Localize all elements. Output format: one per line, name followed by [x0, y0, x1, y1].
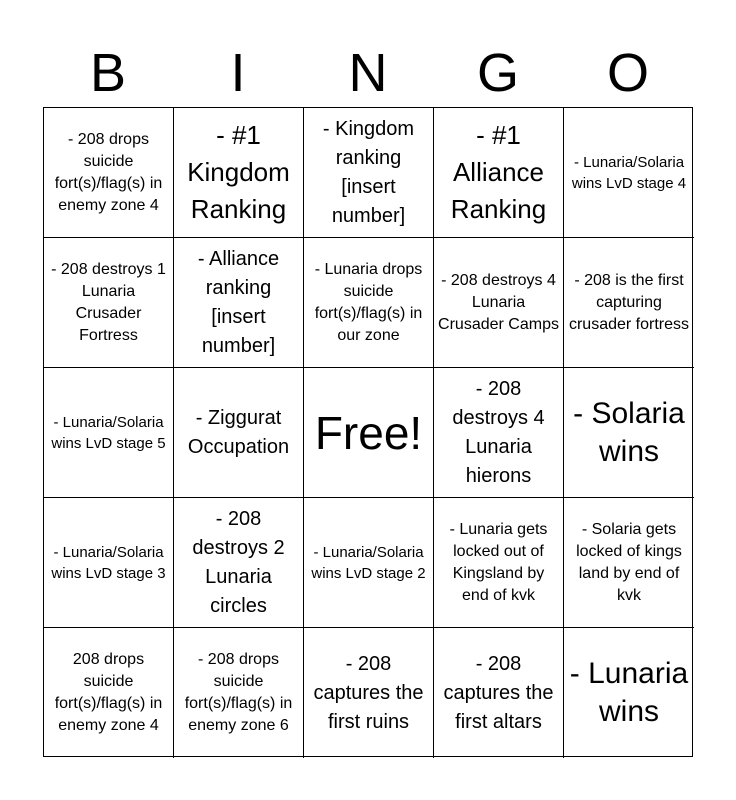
bingo-cell[interactable]	[564, 368, 694, 498]
cell-text: - Lunaria/Solaria wins LvD stage 4	[571, 153, 687, 192]
bingo-cell[interactable]	[434, 108, 564, 238]
cell-text: - 208 drops suicide fort(s)/flag(s) in enemy zone 4	[54, 130, 163, 214]
cell-text: - 208 captures the first altars	[443, 652, 554, 733]
header-letter-b: B	[89, 43, 127, 103]
cell-text: - 208 captures the first ruins	[313, 652, 424, 733]
bingo-cell[interactable]	[434, 498, 564, 628]
bingo-board	[43, 107, 693, 757]
bingo-cell[interactable]	[564, 238, 694, 368]
cell-text: - Lunaria/Solaria wins LvD stage 5	[51, 413, 166, 452]
cell-text: - Kingdom ranking [insert number]	[322, 117, 415, 227]
bingo-cell[interactable]	[434, 368, 564, 498]
cell-text: - 208 destroys 1 Lunaria Crusader Fortress	[51, 260, 166, 344]
bingo-cell[interactable]	[304, 108, 434, 238]
cell-text: - 208 destroys 4 Lunaria Crusader Camps	[438, 271, 559, 333]
bingo-cell[interactable]	[304, 628, 434, 758]
cell-text: - 208 destroys 4 Lunaria hierons	[452, 377, 545, 487]
bingo-cell[interactable]	[564, 498, 694, 628]
bingo-cell[interactable]	[304, 238, 434, 368]
cell-text: - #1 Kingdom Ranking	[187, 120, 290, 224]
bingo-cell[interactable]	[44, 628, 174, 758]
cell-text: - Solaria gets locked of kings land by end of kvk	[576, 520, 682, 604]
bingo-cell[interactable]	[434, 628, 564, 758]
bingo-cell[interactable]	[304, 498, 434, 628]
cell-text: - Solaria wins	[573, 396, 685, 468]
cell-text: - 208 drops suicide fort(s)/flag(s) in enemy zone 6	[184, 651, 293, 734]
free-space-text: Free!	[314, 406, 423, 459]
cell-text: - 208 destroys 2 Lunaria circles	[192, 507, 285, 617]
bingo-cell[interactable]	[564, 108, 694, 238]
bingo-cell[interactable]	[44, 498, 174, 628]
cell-text: - Lunaria wins	[569, 657, 689, 728]
cell-text: - Ziggurat Occupation	[187, 406, 290, 458]
header-letter-n: N	[348, 43, 388, 103]
bingo-cell[interactable]	[174, 628, 304, 758]
bingo-cell[interactable]	[44, 238, 174, 368]
bingo-cell[interactable]	[174, 238, 304, 368]
header-letter-i: I	[230, 43, 246, 103]
free-space-cell[interactable]	[304, 368, 434, 498]
bingo-cell[interactable]	[174, 498, 304, 628]
cell-text: - Lunaria gets locked out of Kingsland by end of kvk	[449, 520, 548, 604]
cell-text: - Lunaria drops suicide fort(s)/flag(s) in our zone	[314, 260, 423, 344]
bingo-cell[interactable]	[434, 238, 564, 368]
header-letter-o: O	[606, 43, 649, 103]
cell-text: 208 drops suicide fort(s)/flag(s) in enemy zone 4	[54, 651, 163, 734]
cell-text: - Lunaria/Solaria wins LvD stage 2	[311, 543, 426, 582]
cell-text: - 208 is the first capturing crusader fortress	[568, 271, 690, 333]
cell-text: - #1 Alliance Ranking	[450, 120, 547, 224]
bingo-cell[interactable]	[174, 108, 304, 238]
bingo-cell[interactable]	[174, 368, 304, 498]
bingo-cell[interactable]	[44, 108, 174, 238]
cell-text: - Lunaria/Solaria wins LvD stage 3	[51, 543, 166, 582]
header-letter-g: G	[476, 43, 519, 103]
cell-text: - Alliance ranking [insert number]	[197, 247, 280, 357]
bingo-header	[43, 40, 693, 106]
bingo-cell[interactable]	[44, 368, 174, 498]
bingo-cell[interactable]	[564, 628, 694, 758]
